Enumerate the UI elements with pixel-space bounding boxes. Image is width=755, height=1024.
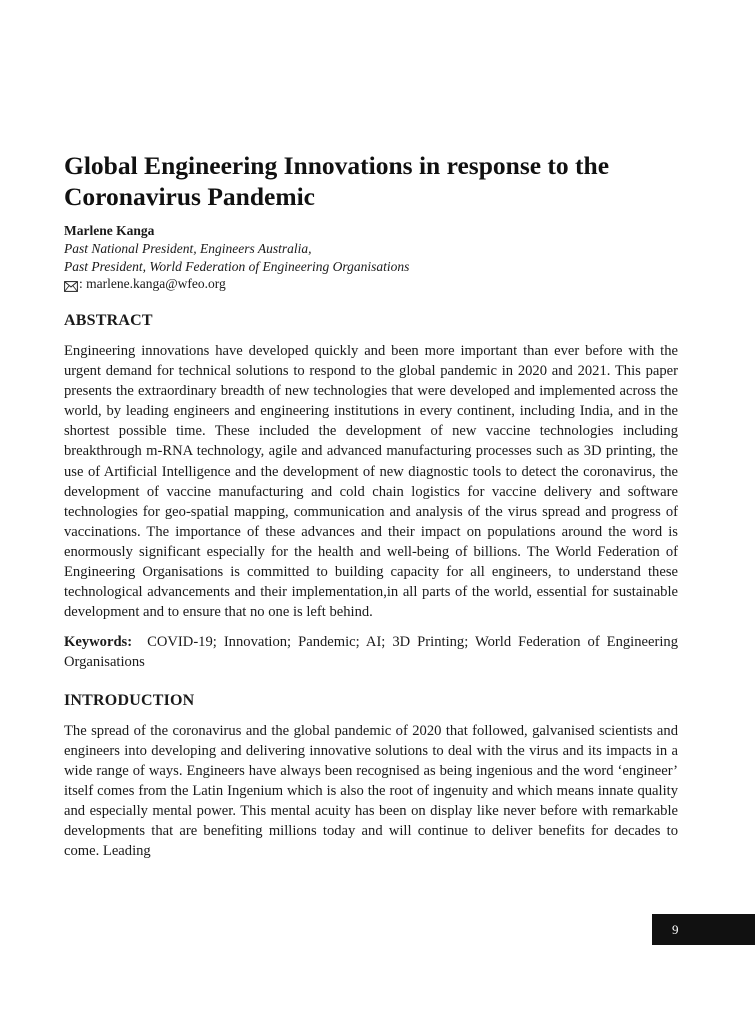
author-affiliation-2: Past President, World Federation of Engineering Organisations [64,258,410,274]
abstract-text: Engineering innovations have developed quickly and been more important than ever before with the urgent demand for technical solutions to respond to the global pandemic in 2020 and 2021. This paper presents the extraordinary breadth of new technologies that were developed and implemented across the world, by leading engineers and engineering institutions in every continent, including India, and in the shortest possible time. These included the development of new vaccine technologies including breakthrough m-RNA technology, agile and advanced manufacturing processes such as 3D printing, the use of Artificial Intelligence and the development of new diagnostic tools to detect the coronavirus, the development of vaccine manufacturing and cold chain logistics for vaccine delivery and software technologies for geo-spatial mapping, communication and analysis of the virus spread and progress of vaccinations. The importance of these advances and their impact on populations around the word is enormously significant especially for the health and well-being of billions. The World Federation of Engineering Organisations is committed to building capacity for all engineers, to understand these technological advancements and their implementation,in all parts of the world, essential for sustainable development and to ensure that no one is left behind. [64,343,678,621]
author-name: Marlene Kanga [64,223,155,238]
keywords-label: Keywords: [64,634,133,651]
abstract-heading: ABSTRACT [64,312,153,329]
email-prefix: : [79,276,87,291]
author-email: marlene.kanga@wfeo.org [86,276,226,291]
page-number: 9 [672,921,679,937]
page-number-tab [652,914,755,945]
author-email-row [64,275,678,293]
keywords-line [64,632,678,672]
introduction-text: The spread of the coronavirus and the global pandemic of 2020 that followed, galvanised scientists and engineers into developing and delivering innovative solutions to deal with the virus and its impacts in a wide range of ways. Engineers have always been recognised as being ingenious and the word ‘engineer’ itself comes from the Latin Ingenium which is also the root of ingenuity and which means innate quality and especially mental power. This mental acuity has been on display like never before with remarkable developments that are benefiting millions today and will continue to deliver benefits for decades to come. Leading [64,722,678,860]
keywords-text: COVID-19; Innovation; Pandemic; AI; 3D Printing; World Federation of Engineering Organisations [64,634,678,671]
paper-title: Global Engineering Innovations in response to the Coronavirus Pandemic [64,151,610,211]
introduction-heading: INTRODUCTION [64,691,195,709]
author-affiliation-1: Past National President, Engineers Australia, [64,241,312,256]
envelope-icon [64,279,78,290]
paper-page [64,150,678,861]
